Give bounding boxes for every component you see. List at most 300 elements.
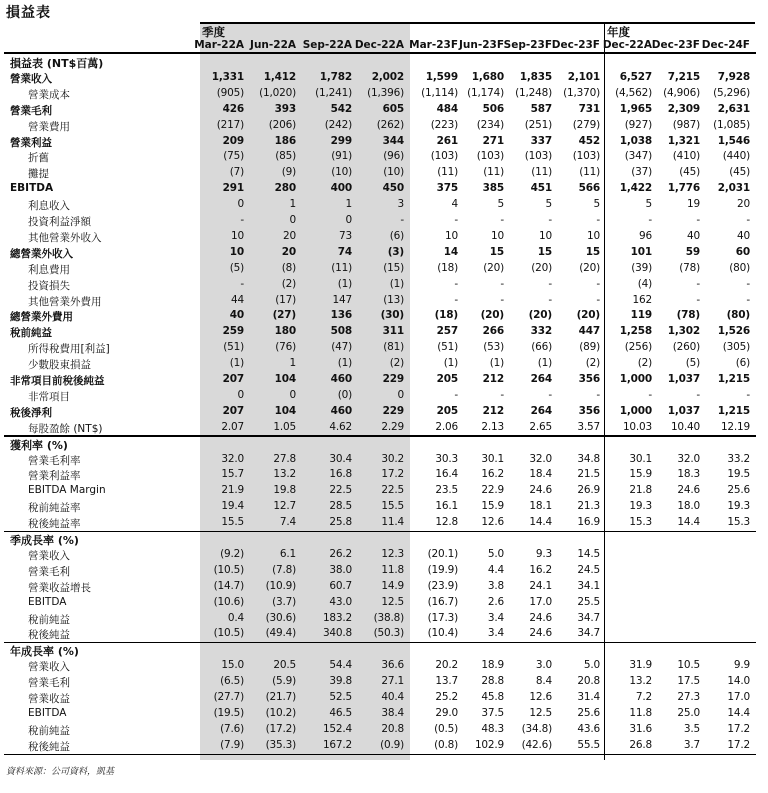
cell-value: 30.3	[435, 452, 458, 465]
table-row	[0, 625, 768, 641]
cell-value: 10.5	[677, 659, 700, 672]
cell-value: (8)	[281, 261, 296, 274]
cell-value: (53)	[483, 341, 504, 354]
cell-value: 12.19	[720, 420, 750, 433]
table-row	[0, 276, 768, 292]
cell-value: 2,031	[717, 182, 750, 195]
column-header: Mar-22A	[194, 39, 244, 51]
cell-value: 162	[632, 293, 652, 306]
cell-value: 11.8	[629, 706, 652, 719]
table-row	[0, 196, 768, 212]
row-label: 年成長率 (%)	[10, 645, 79, 659]
cell-value: (11)	[579, 166, 600, 179]
cell-value: 731	[578, 102, 600, 115]
cell-value: 10	[539, 229, 552, 242]
cell-value: 119	[630, 309, 652, 322]
column-header: Dec-22A	[602, 39, 652, 51]
cell-value: (34.8)	[521, 722, 552, 735]
table-row	[0, 466, 768, 482]
table-row	[0, 85, 768, 101]
table-row	[0, 307, 768, 323]
table-row	[0, 498, 768, 514]
cell-value: 207	[222, 373, 244, 385]
cell-value: 19.4	[221, 500, 244, 513]
cell-value: 54.4	[329, 659, 352, 672]
cell-value: 15.5	[221, 516, 244, 529]
cell-value: 15.9	[481, 500, 504, 513]
cell-value: 19.3	[727, 500, 750, 513]
cell-value: (1,370)	[563, 86, 600, 99]
cell-value: 0	[289, 388, 296, 401]
cell-value: 209	[222, 134, 244, 147]
cell-value: 29.0	[435, 706, 458, 719]
cell-value: (11)	[483, 166, 504, 179]
cell-value: 12.6	[529, 691, 552, 703]
cell-value: (19.9)	[427, 563, 458, 576]
cell-value: (78)	[679, 261, 700, 274]
cell-value: 393	[274, 102, 296, 115]
section-header-row	[0, 530, 768, 546]
cell-value: 40	[687, 229, 700, 242]
row-label: 攤提	[28, 168, 49, 181]
cell-value: 9.9	[733, 659, 750, 672]
cell-value: 280	[274, 182, 296, 195]
cell-value: -	[548, 293, 552, 306]
table-row	[0, 705, 768, 721]
row-label: 獲利率 (%)	[10, 438, 68, 452]
row-label: 營業毛利率	[28, 454, 81, 467]
row-label: 稅後純益	[28, 629, 70, 642]
cell-value: 27.8	[273, 452, 296, 465]
cell-value: 60	[735, 245, 750, 258]
cell-value: (37)	[631, 166, 652, 179]
cell-value: (51)	[223, 341, 244, 354]
table-row	[0, 339, 768, 355]
cell-value: 20	[283, 229, 296, 242]
column-header: Jun-23F	[459, 39, 504, 51]
cell-value: (1)	[537, 357, 552, 370]
cell-value: 32.0	[529, 452, 552, 465]
cell-value: 16.4	[435, 468, 458, 481]
cell-value: 25.6	[727, 484, 750, 497]
cell-value: 264	[530, 373, 552, 385]
cell-value: 5	[545, 198, 552, 211]
table-row	[0, 594, 768, 610]
table-row	[0, 355, 768, 371]
row-label: 營業收入	[28, 661, 70, 674]
cell-value: 24.6	[677, 484, 700, 497]
cell-value: (7.8)	[272, 563, 296, 576]
cell-value: 12.8	[435, 516, 458, 529]
cell-value: 2.13	[481, 420, 504, 433]
table-row	[0, 403, 768, 419]
cell-value: 34.7	[577, 627, 600, 640]
cell-value: (38.8)	[373, 611, 404, 624]
cell-value: 7,215	[667, 70, 700, 83]
cell-value: 25.5	[577, 595, 600, 608]
cell-value: (20)	[480, 309, 504, 322]
cell-value: (6)	[389, 229, 404, 242]
cell-value: 16.9	[577, 516, 600, 529]
cell-value: (5)	[685, 357, 700, 370]
cell-value: 37.5	[481, 706, 504, 719]
cell-value: (1,396)	[367, 86, 404, 99]
cell-value: (91)	[331, 150, 352, 163]
cell-value: (35.3)	[265, 738, 296, 751]
cell-value: 16.1	[435, 500, 458, 513]
cell-value: (20)	[483, 261, 504, 274]
row-label: 所得稅費用[利益]	[28, 343, 110, 356]
cell-value: 32.0	[677, 452, 700, 465]
cell-value: 48.3	[481, 722, 504, 735]
cell-value: 2,631	[717, 102, 750, 115]
table-row	[0, 228, 768, 244]
cell-value: 21.9	[221, 484, 244, 497]
cell-value: (20.1)	[427, 547, 458, 560]
row-label: 少數股東損益	[28, 359, 91, 372]
cell-value: 15.3	[727, 516, 750, 529]
cell-value: (2)	[389, 357, 404, 370]
cell-value: (21.7)	[265, 691, 296, 703]
row-label: 投資損失	[28, 279, 70, 292]
cell-value: (42.6)	[521, 738, 552, 751]
cell-value: (16.7)	[427, 595, 458, 608]
cell-value: 1,412	[263, 70, 296, 83]
cell-value: (50.3)	[373, 627, 404, 640]
cell-value: (2)	[637, 357, 652, 370]
table-row	[0, 117, 768, 133]
column-header: Sep-23F	[503, 39, 552, 51]
cell-value: 10	[231, 229, 244, 242]
row-label: 稅前純益	[10, 327, 52, 340]
cell-value: (6)	[735, 357, 750, 370]
row-label: 稅前純益	[28, 613, 70, 626]
cell-value: 2.07	[221, 420, 244, 433]
cell-value: 15.5	[381, 500, 404, 513]
cell-value: (1,174)	[467, 86, 504, 99]
cell-value: 30.1	[629, 452, 652, 465]
cell-value: (9)	[281, 166, 296, 179]
column-header: Dec-23F	[651, 39, 700, 51]
cell-value: 1,782	[319, 70, 352, 83]
cell-value: 340.8	[322, 627, 352, 640]
cell-value: (13)	[383, 293, 404, 306]
cell-value: (927)	[624, 118, 652, 131]
row-label: 投資利益淨額	[28, 216, 91, 228]
cell-value: -	[240, 214, 244, 226]
cell-value: 2,101	[567, 70, 600, 83]
cell-value: 12.7	[273, 500, 296, 513]
cell-value: 3	[397, 198, 404, 211]
cell-value: 44	[231, 293, 244, 306]
cell-value: 38.4	[381, 706, 404, 719]
row-label: 季成長率 (%)	[10, 534, 79, 547]
cell-value: 14.0	[727, 675, 750, 688]
table-row	[0, 148, 768, 164]
cell-value: 447	[578, 325, 600, 338]
cell-value: (0.5)	[434, 722, 458, 735]
column-header: Dec-23F	[551, 39, 600, 51]
cell-value: 40	[229, 309, 244, 322]
cell-value: 13.2	[629, 675, 652, 688]
table-row	[0, 244, 768, 260]
cell-value: (49.4)	[265, 627, 296, 640]
cell-value: 16.2	[481, 468, 504, 481]
row-label: 稅後淨利	[10, 406, 52, 419]
cell-value: 152.4	[322, 722, 352, 735]
source-note: 資料來源：公司資料，凱基	[6, 767, 115, 777]
cell-value: (1,248)	[515, 86, 552, 99]
cell-value: 24.5	[577, 563, 600, 576]
cell-value: -	[746, 293, 750, 306]
cell-value: (66)	[531, 341, 552, 354]
cell-value: (242)	[324, 118, 352, 131]
cell-value: (85)	[275, 150, 296, 163]
cell-value: (0.9)	[380, 738, 404, 751]
cell-value: (1)	[443, 357, 458, 370]
cell-value: (10)	[331, 166, 352, 179]
cell-value: 19	[687, 198, 700, 211]
table-row	[0, 387, 768, 403]
cell-value: (103)	[476, 150, 504, 163]
cell-value: 1,038	[619, 134, 652, 147]
cell-value: 104	[274, 373, 296, 385]
cell-value: 3.0	[535, 659, 552, 672]
row-label: EBITDA	[10, 182, 54, 195]
cell-value: 28.8	[481, 675, 504, 688]
cell-value: (4)	[637, 277, 652, 290]
cell-value: 38.0	[329, 563, 352, 576]
table-row	[0, 164, 768, 180]
row-label: 稅後純益率	[28, 518, 81, 531]
cell-value: (305)	[722, 341, 750, 354]
cell-value: 20	[281, 245, 296, 258]
cell-value: 3.4	[487, 627, 504, 640]
cell-value: (5)	[229, 261, 244, 274]
cell-value: 259	[222, 325, 244, 338]
cell-value: 3.4	[487, 611, 504, 624]
cell-value: 7.4	[279, 516, 296, 529]
cell-value: (20)	[579, 261, 600, 274]
cell-value: 1,258	[619, 325, 652, 338]
cell-value: -	[746, 214, 750, 226]
cell-value: 21.5	[577, 468, 600, 481]
cell-value: 14.5	[577, 547, 600, 560]
row-label: 非常項目前稅後純益	[10, 375, 105, 387]
cell-value: 3.8	[487, 579, 504, 592]
cell-value: (1)	[489, 357, 504, 370]
cell-value: 1,680	[471, 70, 504, 83]
cell-value: 5	[593, 198, 600, 211]
cell-value: (96)	[383, 150, 404, 163]
cell-value: (14.7)	[213, 579, 244, 592]
cell-value: (17)	[275, 293, 296, 306]
column-header: Dec-22A	[354, 39, 404, 51]
cell-value: (3)	[387, 245, 404, 258]
cell-value: (27)	[272, 309, 296, 322]
cell-value: 212	[482, 373, 504, 385]
cell-value: 3.7	[683, 738, 700, 751]
cell-value: -	[596, 293, 600, 306]
cell-value: 17.2	[727, 738, 750, 751]
cell-value: 264	[530, 404, 552, 417]
cell-value: 4	[451, 198, 458, 211]
row-label: EBITDA Margin	[28, 484, 106, 497]
cell-value: -	[746, 388, 750, 401]
row-label: 營業收入	[28, 549, 70, 562]
cell-value: 12.6	[481, 516, 504, 529]
cell-value: 1,000	[619, 404, 652, 417]
cell-value: -	[696, 214, 700, 226]
cell-value: 1,546	[717, 134, 750, 147]
cell-value: 46.5	[329, 706, 352, 719]
cell-value: (11)	[331, 261, 352, 274]
annual-group-label: 年度	[607, 25, 630, 39]
cell-value: 0	[237, 198, 244, 211]
cell-value: (7)	[229, 166, 244, 179]
cell-value: -	[596, 277, 600, 290]
cell-value: 31.4	[577, 691, 600, 703]
cell-value: (262)	[376, 118, 404, 131]
row-label: 營業利益率	[28, 470, 81, 483]
cell-value: (234)	[476, 118, 504, 131]
cell-value: (17.3)	[427, 611, 458, 624]
row-label: 總營業外收入	[10, 247, 73, 260]
cell-value: 23.5	[435, 484, 458, 497]
cell-value: (5.9)	[272, 675, 296, 688]
cell-value: 1,037	[667, 404, 700, 417]
cell-value: 15	[585, 245, 600, 258]
cell-value: 460	[330, 404, 352, 417]
cell-value: 605	[382, 102, 404, 115]
row-label: 每股盈餘 (NT$)	[28, 422, 103, 435]
cell-value: 5.0	[583, 659, 600, 672]
cell-value: (103)	[430, 150, 458, 163]
column-header: Mar-23F	[409, 39, 458, 51]
cell-value: 32.0	[221, 452, 244, 465]
cell-value: (0.8)	[434, 738, 458, 751]
cell-value: 10.03	[622, 420, 652, 433]
page-title: 損益表	[6, 5, 51, 21]
quarterly-group-label: 季度	[202, 25, 225, 39]
cell-value: 25.8	[329, 516, 352, 529]
cell-value: 17.0	[727, 691, 750, 703]
table-row	[0, 323, 768, 339]
row-label: 總營業外費用	[10, 311, 73, 324]
cell-value: 460	[330, 373, 352, 385]
cell-value: 212	[482, 404, 504, 417]
cell-value: 30.2	[381, 452, 404, 465]
cell-value: 587	[530, 102, 552, 115]
cell-value: 136	[330, 309, 352, 322]
table-row	[0, 562, 768, 578]
row-label: 營業毛利	[28, 565, 70, 578]
cell-value: 20.8	[381, 722, 404, 735]
cell-value: (11)	[531, 166, 552, 179]
cell-value: 9.3	[535, 547, 552, 560]
table-row	[0, 212, 768, 228]
cell-value: 18.3	[677, 468, 700, 481]
cell-value: 311	[382, 325, 404, 338]
cell-value: 1,526	[717, 325, 750, 338]
cell-value: 14.4	[529, 516, 552, 529]
cell-value: 43.6	[577, 722, 600, 735]
cell-value: 19.5	[727, 468, 750, 481]
cell-value: 291	[222, 182, 244, 195]
cell-value: 17.5	[677, 675, 700, 688]
cell-value: (20)	[528, 309, 552, 322]
cell-value: -	[596, 388, 600, 401]
cell-value: (1,085)	[713, 118, 750, 131]
cell-value: -	[500, 214, 504, 226]
section-header-row	[0, 641, 768, 657]
cell-value: 183.2	[322, 611, 352, 624]
cell-value: 1,000	[619, 373, 652, 385]
cell-value: -	[648, 214, 652, 226]
table-row	[0, 673, 768, 689]
cell-value: (10.5)	[213, 563, 244, 576]
cell-value: 6,527	[619, 70, 652, 83]
cell-value: (1)	[389, 277, 404, 290]
cell-value: (80)	[726, 309, 750, 322]
cell-value: 16.2	[529, 563, 552, 576]
cell-value: -	[696, 293, 700, 306]
cell-value: 43.0	[329, 595, 352, 608]
cell-value: 1	[345, 198, 352, 211]
cell-value: 2,309	[667, 102, 700, 115]
cell-value: (1)	[337, 357, 352, 370]
cell-value: (3.7)	[272, 595, 296, 608]
cell-value: 10.40	[670, 420, 700, 433]
cell-value: 13.2	[273, 468, 296, 481]
cell-value: (20)	[576, 309, 600, 322]
cell-value: 5	[497, 198, 504, 211]
cell-value: 205	[436, 373, 458, 385]
table-row	[0, 482, 768, 498]
row-label: 營業收益	[28, 693, 70, 705]
table-row	[0, 514, 768, 530]
table-row	[0, 721, 768, 737]
cell-value: (7.9)	[220, 738, 244, 751]
row-label: 稅後純益	[28, 740, 70, 753]
row-label: 利息費用	[28, 263, 70, 276]
cell-value: (5,296)	[713, 86, 750, 99]
cell-value: (51)	[437, 341, 458, 354]
cell-value: 1,331	[211, 70, 244, 83]
cell-value: (10.4)	[427, 627, 458, 640]
cell-value: 25.2	[435, 691, 458, 703]
cell-value: 167.2	[322, 738, 352, 751]
cell-value: 18.9	[481, 659, 504, 672]
cell-value: 207	[222, 404, 244, 417]
cell-value: 266	[482, 325, 504, 338]
cell-value: (1,114)	[421, 86, 458, 99]
table-row	[0, 689, 768, 705]
cell-value: 17.2	[727, 722, 750, 735]
cell-value: 20.5	[273, 659, 296, 672]
cell-value: 506	[482, 102, 504, 115]
cell-value: 5	[645, 198, 652, 211]
table-row	[0, 292, 768, 308]
cell-value: 26.8	[629, 738, 652, 751]
cell-value: 1,599	[425, 70, 458, 83]
cell-value: 205	[436, 404, 458, 417]
cell-value: 39.8	[329, 675, 352, 688]
cell-value: (81)	[383, 341, 404, 354]
cell-value: 0	[345, 214, 352, 226]
cell-value: 299	[330, 134, 352, 147]
quarterly-header-rule	[200, 22, 604, 24]
